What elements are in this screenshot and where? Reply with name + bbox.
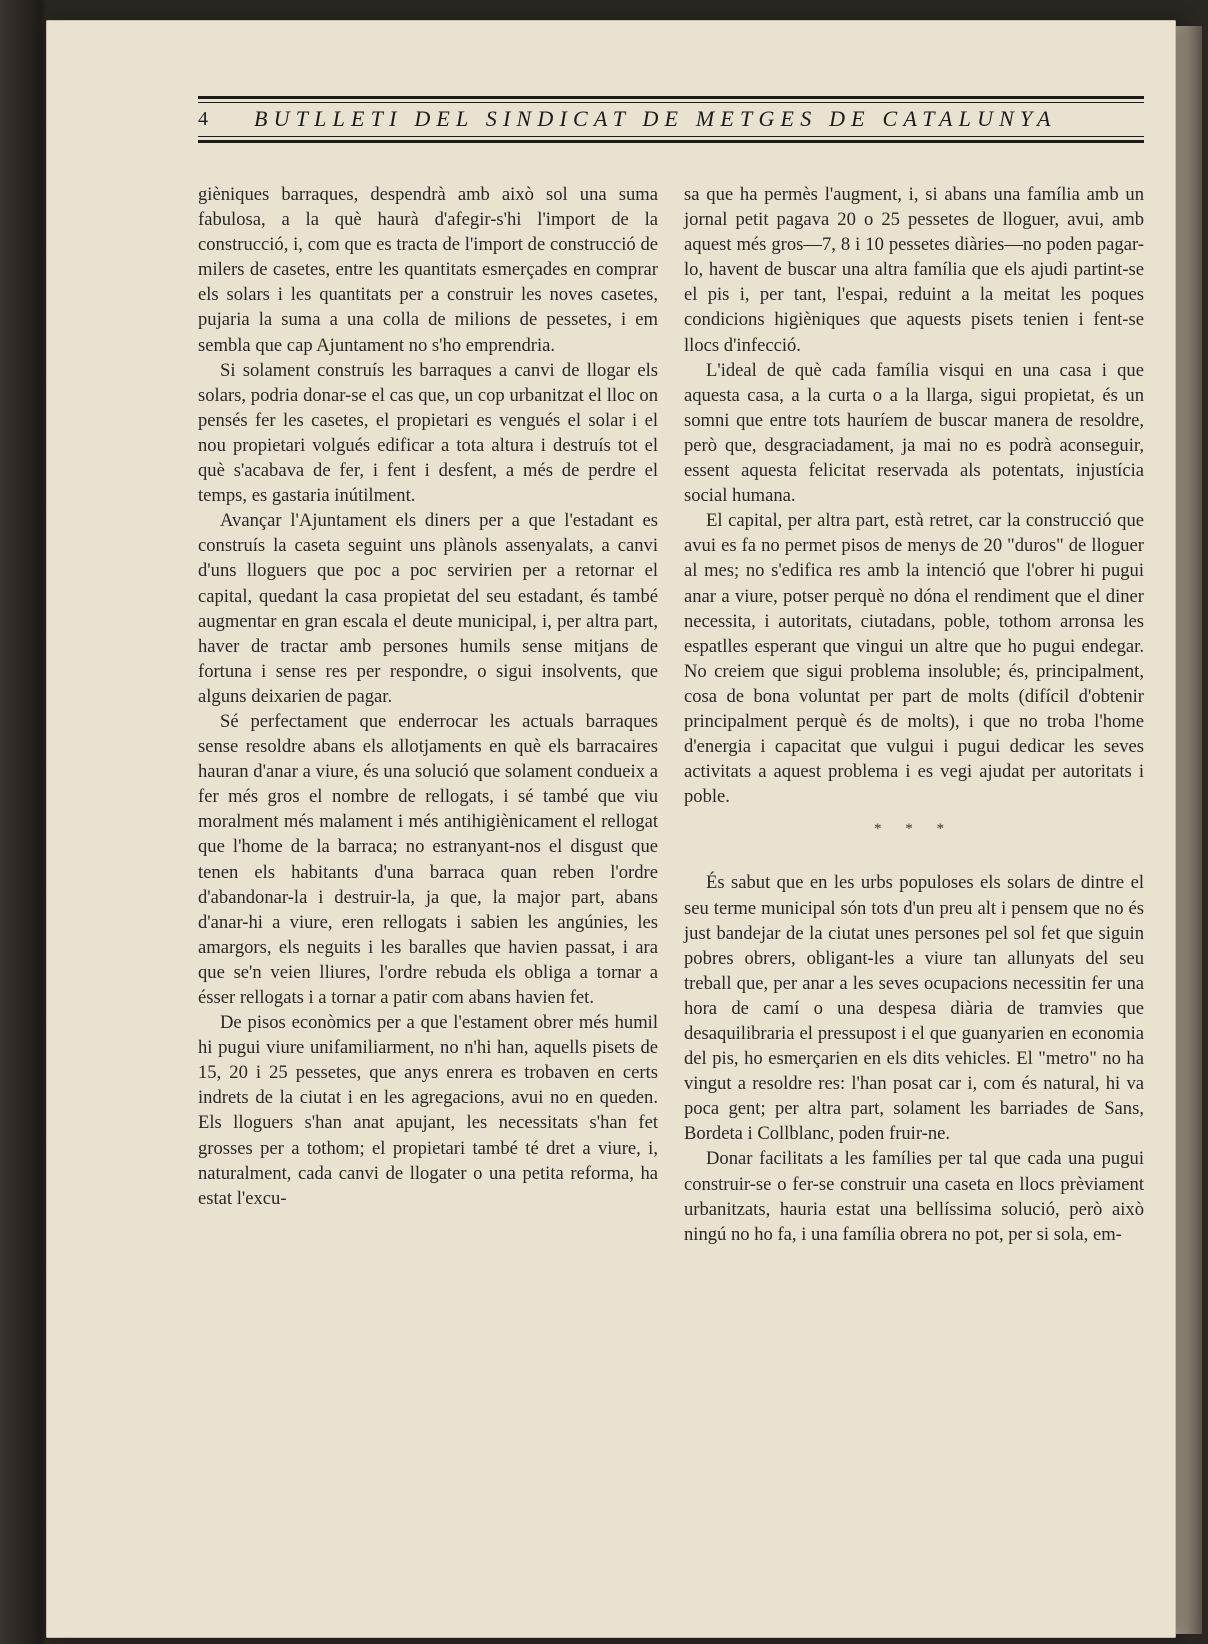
paragraph: Avançar l'Ajuntament els diners per a que l'estadant es construís la caseta seguint uns plànols assenyalats, a canvi d'uns lloguers que poc a poc servirien per a retornar el capital, quedant la casa propietat del seu estadant, és també augmentar en gran escala el deute municipal, i, per altra part, haver de tractar amb persones humils sense mitjans de fortuna i sense res per respondre, o sigui insolvents, que alguns deixarien de pagar.	[198, 510, 658, 707]
header-rule-top	[198, 96, 1144, 99]
left-column	[198, 182, 658, 1211]
paragraph: Si solament construís les barraques a canvi de llogar els solars, podria donar-se el cas que, un cop urbanitzat el lloc on pensés fer les casetes, el propietari es vengués el solar i el nou propietari volgués edificar a tota altura i destruís tot el què s'acabava de fer, i fent i desfent, a més de perdre el temps, es gastaria inútilment.	[198, 359, 658, 507]
paragraph: El capital, per altra part, està retret, car la construcció que avui es fa no permet pisos de menys de 20 "duros" de lloguer al mes; no s'edifica res amb la intenció que l'obrer hi pugui anar a viure, potser perquè no dóna el rendiment que el diner necessita, i autoritats, ciutadans, poble, tothom arronsa les espatlles esperant que vingui un altre que ho pugui endegar. No creiem que sigui problema insoluble; és, principalment, cosa de bona voluntat per part de molts (difícil d'obtenir principalment perquè és de molts), i que no troba l'home d'energia i capacitat que vulgui i pugui dedicar les seves activitats a aquest problema i es vegi ajudat per autoritats i poble.	[684, 510, 1144, 808]
paragraph: De pisos econòmics per a que l'estament obrer més humil hi pugui viure unifamiliarment, no n'hi han, aquells pisets de 15, 20 i 25 pessetes, que anys enrera es trobaven en certs indrets de la ciutat i en les agregacions, avui no en queden. Els lloguers s'han anat apujant, les necessitats s'han fet grosses per a tothom; el propietari també té dret a viure, i, naturalment, cada canvi de llogater o una petita reforma, ha estat l'excu-	[198, 1012, 658, 1209]
page-number: 4	[198, 108, 208, 130]
paragraph: sa que ha permès l'augment, i, si abans una família amb un jornal petit pagava 20 o 25 pessetes de lloguer, avui, amb aquest més gros—7, 8 i 10 pessetes diàries—no poden pagar-lo, havent de buscar una altra família que els ajudi partint-se el pis i, per tant, l'espai, reduint a la meitat les poques condicions higièniques que aquests pisets tenien i fent-se llocs d'infecció.	[684, 184, 1144, 356]
header-rule-top-thin	[198, 102, 1144, 103]
paragraph: gièniques barraques, despendrà amb això sol una suma fabulosa, a la què haurà d'afegir-s'hi l'import de la construcció, i, com que es tracta de l'import de construcció de milers de casetes, entre les quantitats esmerçades en comprar els solars i les quantitats per a construir les noves casetes, pujaria la suma a una colla de milions de pessetes, i em sembla que cap Ajuntament no s'ho emprendria.	[198, 184, 658, 356]
paragraph: Donar facilitats a les famílies per tal que cada una pugui construir-se o fer-se construir una caseta en llocs prèviament urbanitzats, hauria estat una bellíssima solució, però això ningú no ho fa, i una família obrera no pot, per si sola, em-	[684, 1148, 1144, 1245]
paragraph: L'ideal de què cada família visqui en una casa i que aquesta casa, a la curta o a la llarga, sigui propietat, és un somni que entre tots hauríem de buscar manera de resoldre, però que, desgraciadament, ja mai no es podrà aconseguir, essent aquesta felicitat reservada als potentats, injustícia social humana.	[684, 359, 1144, 507]
header-rule-bottom-thin	[198, 136, 1144, 137]
header-rule-bottom	[198, 140, 1144, 143]
paragraph: És sabut que en les urbs populoses els solars de dintre el seu terme municipal són tots d'un preu alt i pensem que no és just bandejar de la ciutat unes persones pel sol fet que siguin pobres obrers, obligant-les a viure tan allunyats del seu treball que, per anar a les seves ocupacions necessitin fer una hora de camí o una despesa diària de tramvies que desaquilibraria el pressupost i el que guanyarien en economia del pis, ho esmerçarien en els dits vehicles. El "metro" no ha vingut a resoldre res: l'han posat car i, com és natural, hi va poca gent; per altra part, solament les barriades de Sans, Bordeta i Collblanc, poden fruir-ne.	[684, 872, 1144, 1145]
right-column	[684, 182, 1144, 1247]
section-separator: * * *	[874, 821, 954, 838]
paragraph: Sé perfectament que enderrocar les actuals barraques sense resoldre abans els allotjaments en què els barracaires hauran d'anar a viure, és una solució que solament condueix a fer més gros el nombre de rellogats, i sé també que viu moralment més malament i més antihigiènicament el rellogat que l'home de la barraca; no estranyant-nos el disgust que tenen els habitants d'una barraca quan reben l'ordre d'abandonar-la i destruir-la, ja que, la major part, abans d'anar-hi a viure, eren rellogats i sabien les angúnies, les amargors, els neguits i les baralles que havien passat, i ara que se'n veien lliures, l'ordre rebuda els obliga a tornar a ésser rellogats i a tornar a patir com abans havien fet.	[198, 710, 658, 1008]
running-header	[198, 96, 1144, 144]
running-title: BUTLLETI DEL SINDICAT DE METGES DE CATALUNYA	[254, 106, 1057, 131]
